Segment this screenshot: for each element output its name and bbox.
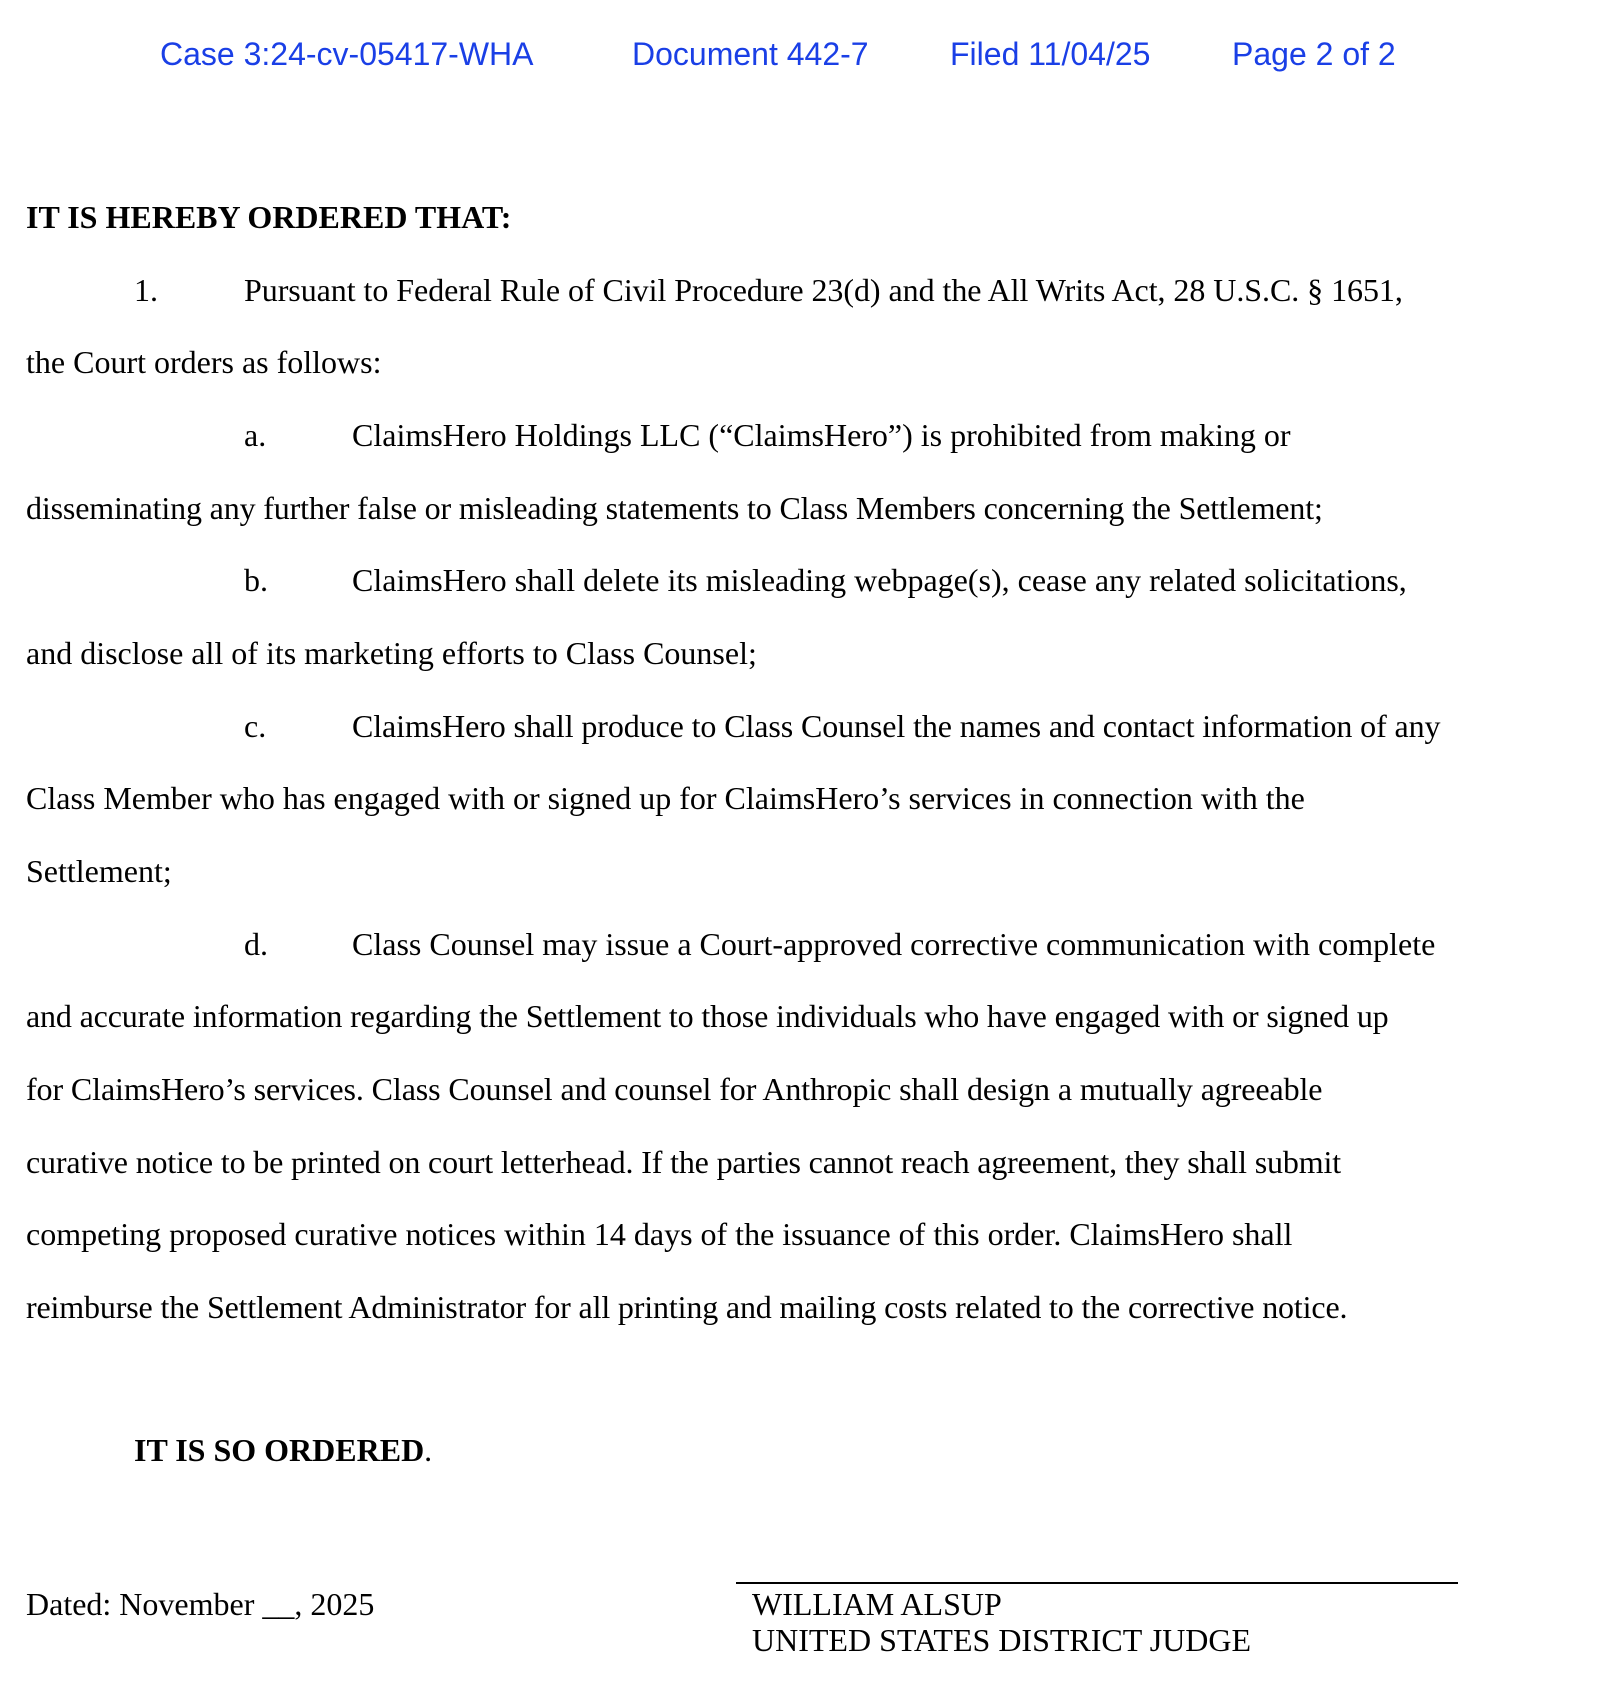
- item-d-line-3: for ClaimsHero’s services. Class Counsel and counsel for Anthropic shall design a mutually agreeable: [26, 1071, 1323, 1107]
- item-1-line-1: Pursuant to Federal Rule of Civil Procedure 23(d) and the All Writs Act, 28 U.S.C. § 1651,: [244, 272, 1403, 308]
- item-c-marker: c.: [244, 708, 267, 744]
- item-d-line-4: curative notice to be printed on court letterhead. If the parties cannot reach agreement, they shall submit: [26, 1144, 1341, 1180]
- judge-title: UNITED STATES DISTRICT JUDGE: [752, 1622, 1252, 1658]
- so-ordered: [134, 1430, 432, 1470]
- so-ordered-period: .: [424, 1432, 433, 1468]
- page-number: Page 2 of 2: [1232, 36, 1396, 72]
- document-header: [0, 30, 1610, 80]
- item-d-line-2: and accurate information regarding the Settlement to those individuals who have engaged with or signed up: [26, 998, 1389, 1034]
- item-a-line-2: disseminating any further false or misleading statements to Class Members concerning the Settlement;: [26, 490, 1323, 526]
- item-b-line-2: and disclose all of its marketing efforts to Class Counsel;: [26, 635, 757, 671]
- judge-name: WILLIAM ALSUP: [752, 1586, 1002, 1622]
- signature-line: [736, 1582, 1458, 1584]
- order-heading: IT IS HEREBY ORDERED THAT:: [26, 199, 512, 235]
- filed-date: Filed 11/04/25: [950, 36, 1151, 72]
- item-c-line-2: Class Member who has engaged with or signed up for ClaimsHero’s services in connection with the: [26, 780, 1305, 816]
- item-a-marker: a.: [244, 417, 267, 453]
- item-a-line-1: ClaimsHero Holdings LLC (“ClaimsHero”) is prohibited from making or: [352, 417, 1291, 453]
- item-d-line-1: Class Counsel may issue a Court-approved corrective communication with complete: [352, 926, 1436, 962]
- item-c-line-1: ClaimsHero shall produce to Class Counsel the names and contact information of any: [352, 708, 1441, 744]
- item-d-marker: d.: [244, 926, 268, 962]
- item-b-marker: b.: [244, 562, 268, 598]
- document-number: Document 442-7: [632, 36, 869, 72]
- item-1-number: 1.: [134, 272, 158, 308]
- item-d-line-5: competing proposed curative notices within 14 days of the issuance of this order. ClaimsHero shall: [26, 1216, 1293, 1252]
- item-c-line-3: Settlement;: [26, 853, 172, 889]
- item-b-line-1: ClaimsHero shall delete its misleading webpage(s), cease any related solicitations,: [352, 562, 1407, 598]
- item-d-line-6: reimburse the Settlement Administrator for all printing and mailing costs related to the corrective notice.: [26, 1289, 1348, 1325]
- case-number: Case 3:24-cv-05417-WHA: [160, 36, 534, 72]
- so-ordered-text: IT IS SO ORDERED: [134, 1432, 425, 1468]
- item-1-line-2: the Court orders as follows:: [26, 344, 382, 380]
- dated-line: Dated: November __, 2025: [26, 1586, 375, 1622]
